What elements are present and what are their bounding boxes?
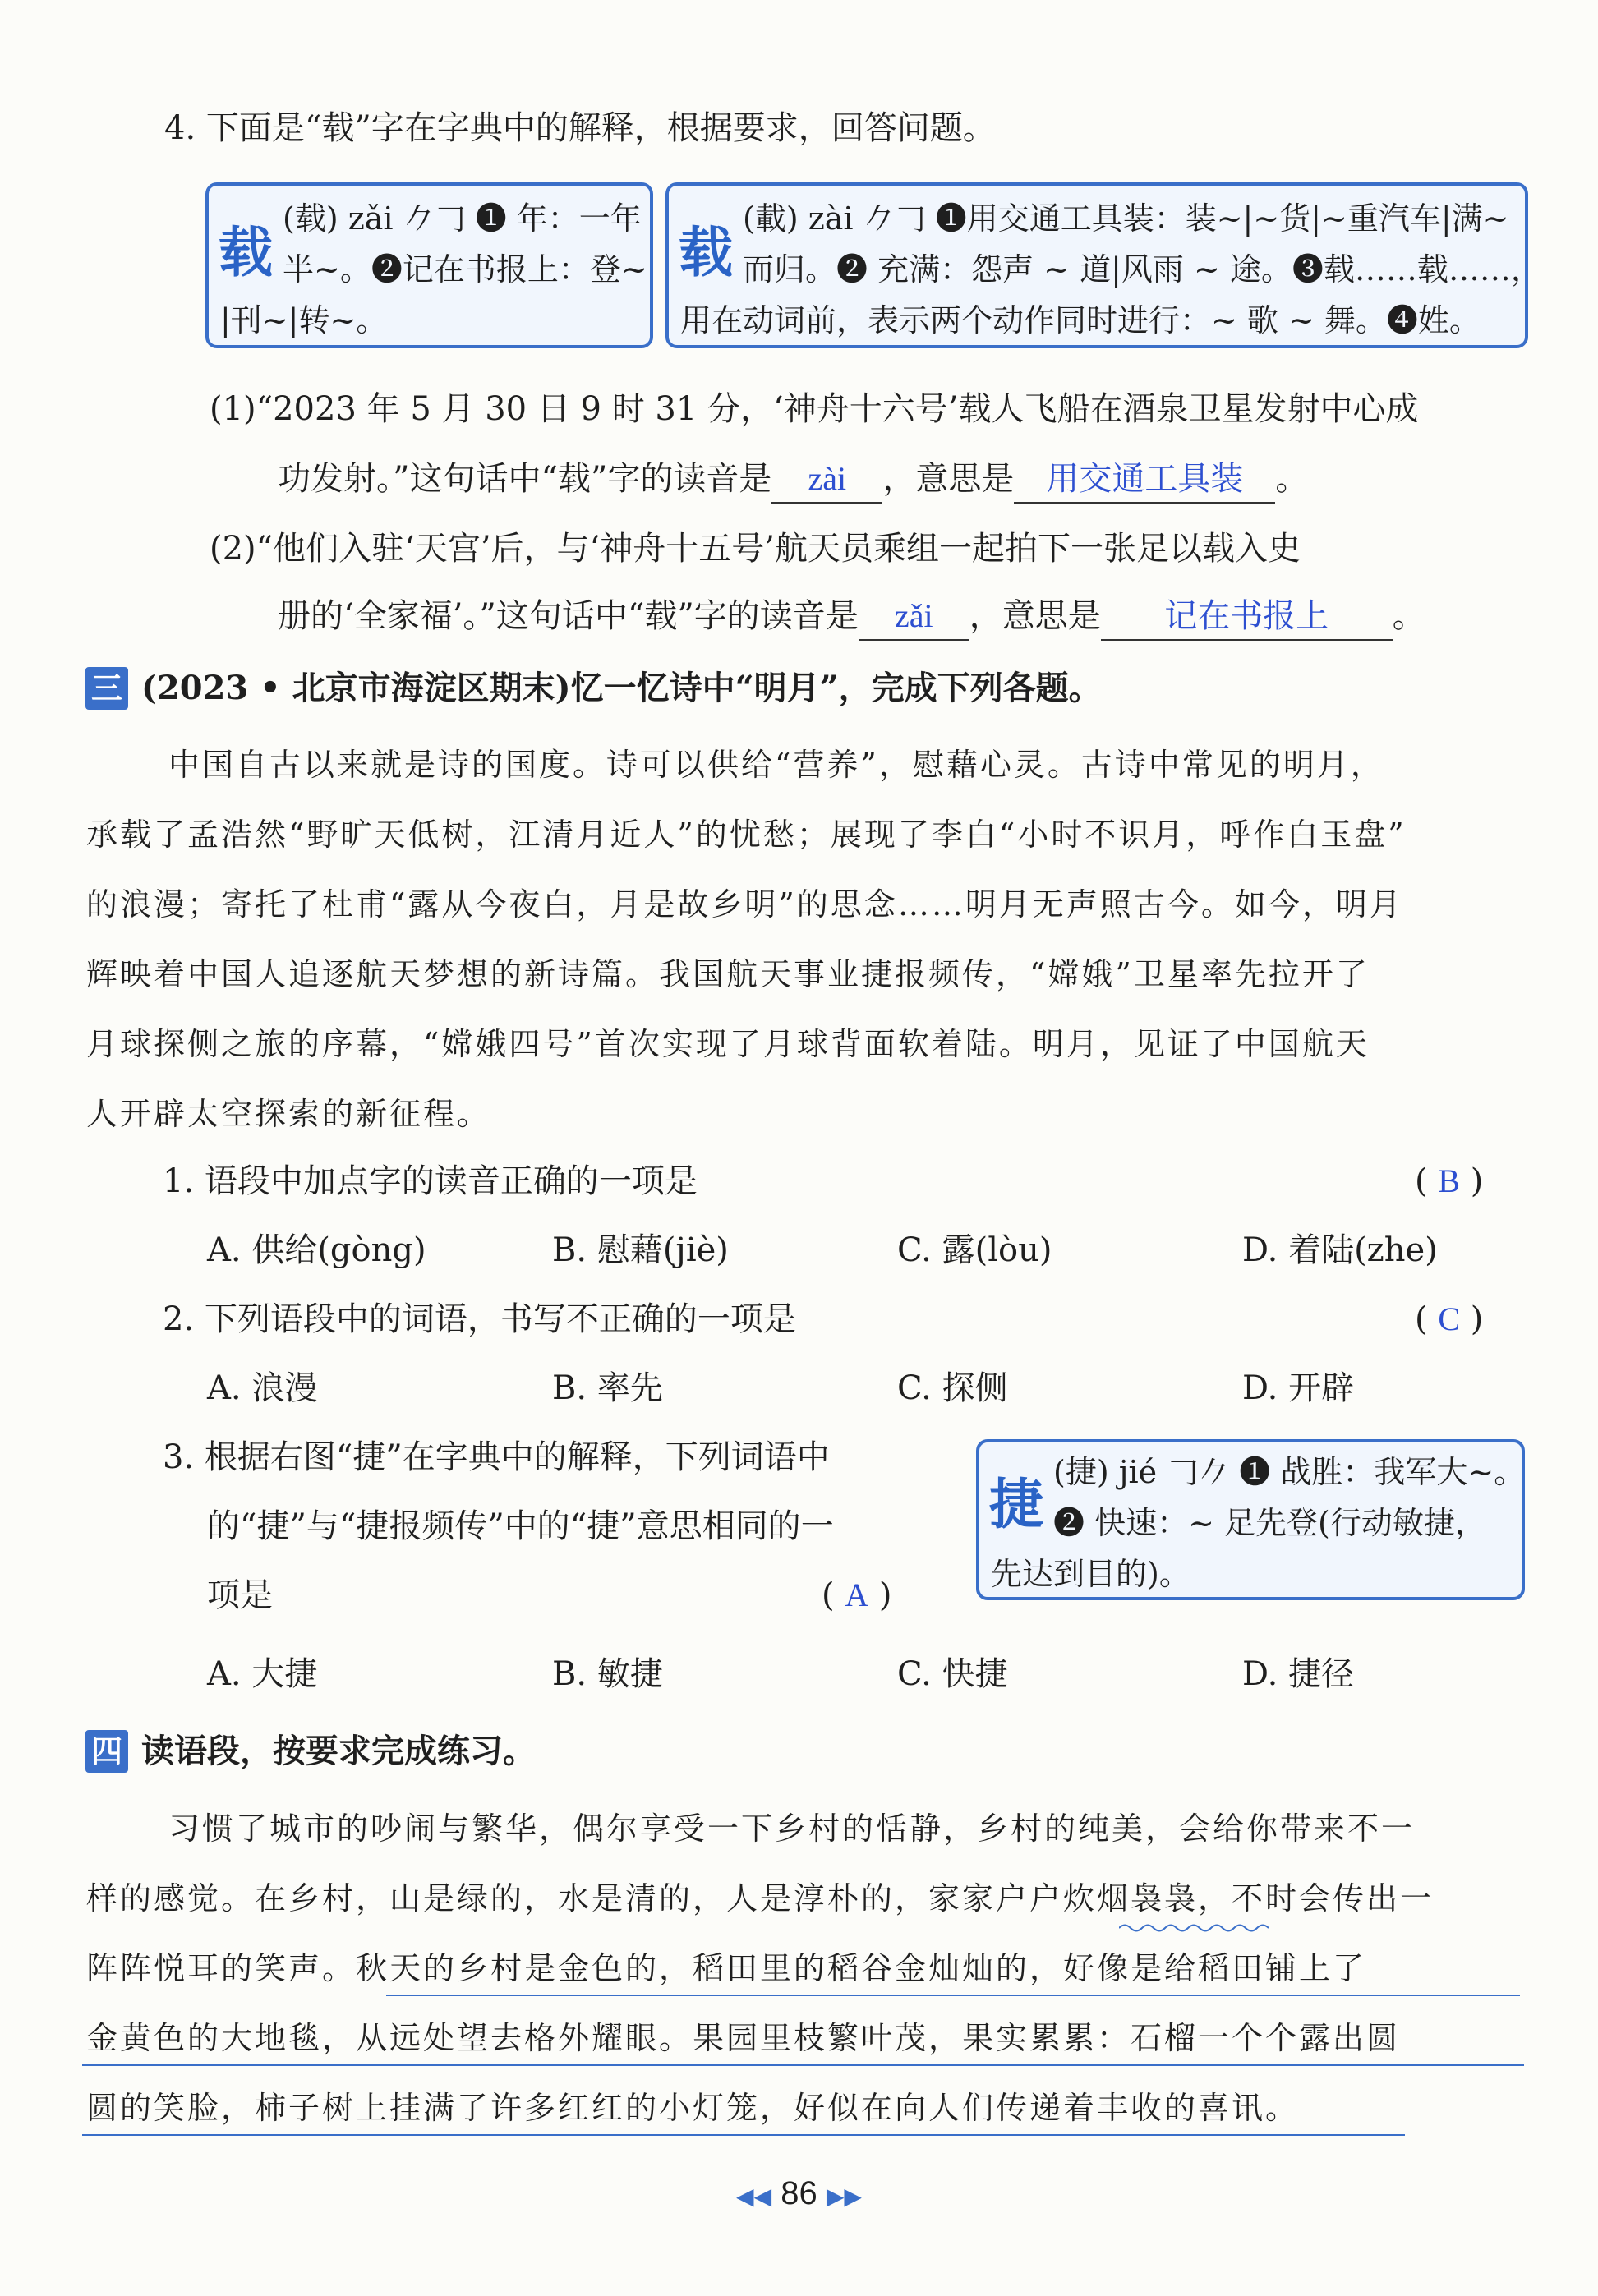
dict-line: (捷) jié 𠃌𠂊 ❶ 战胜：我军大~。	[1053, 1454, 1526, 1490]
dict-box-zai4	[665, 182, 1542, 348]
q2-option-d: D. 开辟	[1242, 1369, 1355, 1407]
answer-pinyin: zǎi	[894, 597, 933, 634]
underline	[386, 1995, 1520, 1996]
passage-line: 人开辟太空探索的新征程。	[86, 1096, 491, 1132]
q1-option-d: D. 着陆(zhe)	[1242, 1231, 1438, 1269]
dict-headword: 捷	[989, 1472, 1043, 1536]
q3-stem-line2: 的“捷”与“捷报频传”中的“捷”意思相同的一	[207, 1507, 834, 1545]
q2-answer: C	[1438, 1300, 1461, 1337]
q4-sub2-line1: (2)“他们入驻‘天宫’后，与‘神舟十五号’航天员乘组一起拍下一张足以载入史	[210, 530, 1301, 568]
wavy-underline	[1119, 1922, 1271, 1934]
page-number: 86	[781, 2175, 817, 2211]
dict-line: 而归。❷ 充满：怨声 ~ 道|风雨 ~ 途。❸载……载……，	[743, 251, 1542, 288]
passage-line: 的浪漫；寄托了杜甫“露从今夜白，月是故乡明”的思念……明月无声照古今。如今，明月	[86, 886, 1403, 923]
page-footer	[0, 2175, 1598, 2212]
q2-stem: 2. 下列语段中的词语，书写不正确的一项是	[163, 1300, 796, 1338]
q3-option-a: A. 大捷	[207, 1655, 318, 1693]
dict-line: 半~。❷记在书报上：登~	[283, 251, 647, 288]
answer-pinyin: zài	[808, 460, 847, 497]
q3-option-d: D. 捷径	[1242, 1655, 1355, 1693]
section-3-icon: 三	[85, 667, 128, 710]
q3-stem-line3: 项是	[207, 1576, 273, 1614]
section-4-icon: 四	[85, 1730, 128, 1773]
passage-line: 承载了孟浩然“野旷天低树，江清月近人”的忧愁；展现了李白“小时不识月，呼作白玉盘”	[86, 817, 1407, 853]
section-4-title: 读语段，按要求完成练习。	[141, 1732, 536, 1770]
q3-answer: A	[845, 1576, 869, 1613]
passage-line: 阵阵悦耳的笑声。秋天的乡村是金色的，稻田里的稻谷金灿灿的，好像是给稻田铺上了	[86, 1950, 1367, 1986]
answer-meaning: 记在书报上	[1164, 597, 1329, 634]
next-arrow-icon: ▶▶	[826, 2183, 862, 2209]
dict-line: 先达到目的)。	[991, 1556, 1190, 1592]
section-3-title: (2023 • 北京市海淀区期末)忆一忆诗中“明月”，完成下列各题。	[141, 669, 1102, 707]
q3-option-c: C. 快捷	[897, 1655, 1008, 1693]
q4-prompt: 4. 下面是“载”字在字典中的解释，根据要求，回答问题。	[164, 109, 996, 147]
dict-line: ❷ 快速：~ 足先登(行动敏捷，	[1053, 1505, 1486, 1541]
passage-line: 金黄色的大地毯，从远处望去格外耀眼。果园里枝繁叶茂，果实累累：石榴一个个露出圆	[86, 2020, 1401, 2056]
underline	[82, 2134, 1405, 2136]
dict-headword: 载	[219, 220, 273, 284]
underline	[82, 2064, 1524, 2066]
passage-line: 样的感觉。在乡村，山是绿的，水是清的，人是淳朴的，家家户户炊烟袅袅，不时会传出一	[86, 1880, 1435, 1916]
dict-line: 用在动词前，表示两个动作同时进行：~ 歌 ~ 舞。❹姓。	[680, 302, 1481, 338]
q4-sub1-line2: 功发射。”这句话中“载”字的读音是 zài ，意思是 用交通工具装 。	[278, 456, 1308, 504]
passage-line: 中国自古以来就是诗的国度。诗可以供给“营养”，慰藉心灵。古诗中常见的明月，	[168, 747, 1384, 783]
dict-line: (载) zǎi 𠂊𠃌 ❶ 年：一年	[283, 200, 642, 237]
q3-option-b: B. 敏捷	[552, 1655, 663, 1693]
q1-answer-paren: ( B )	[1415, 1162, 1484, 1200]
q2-answer-paren: ( C )	[1415, 1300, 1484, 1338]
dict-box-jie	[976, 1439, 1525, 1600]
q3-stem-line1: 3. 根据右图“捷”在字典中的解释，下列词语中	[163, 1438, 830, 1476]
q4-sub1-line1: (1)“2023 年 5 月 30 日 9 时 31 分，‘神舟十六号’载人飞船在酒泉卫星发射中心成	[210, 390, 1419, 428]
q2-option-b: B. 率先	[552, 1369, 663, 1407]
dict-line: |刊~|转~。	[220, 302, 388, 338]
q1-answer: B	[1438, 1162, 1461, 1199]
q3-answer-paren: ( A )	[822, 1576, 892, 1614]
dict-headword: 载	[679, 220, 733, 284]
q1-option-a: A. 供给(gòng)	[207, 1231, 426, 1269]
q1-option-b: B. 慰藉(jiè)	[552, 1231, 729, 1269]
q1-stem: 1. 语段中加点字的读音正确的一项是	[163, 1162, 698, 1200]
dict-box-zai3	[205, 182, 653, 348]
q1-option-c: C. 露(lòu)	[897, 1231, 1052, 1269]
passage-line: 习惯了城市的吵闹与繁华，偶尔享受一下乡村的恬静，乡村的纯美，会给你带来不一	[168, 1811, 1416, 1847]
answer-meaning: 用交通工具装	[1046, 460, 1244, 497]
q2-option-a: A. 浪漫	[207, 1369, 318, 1407]
q2-option-c: C. 探侧	[897, 1369, 1008, 1407]
dict-line: (載) zài 𠂊𠃌 ❶用交通工具装：装~|~货|~重汽车|满~	[743, 200, 1509, 237]
passage-line: 圆的笑脸，柿子树上挂满了许多红红的小灯笼，好似在向人们传递着丰收的喜讯。	[86, 2090, 1300, 2126]
passage-line: 月球探侧之旅的序幕，“嫦娥四号”首次实现了月球背面软着陆。明月，见证了中国航天	[86, 1026, 1370, 1062]
passage-line: 辉映着中国人追逐航天梦想的新诗篇。我国航天事业捷报频传，“嫦娥”卫星率先拉开了	[86, 956, 1370, 992]
q4-sub2-line2: 册的‘全家福’。”这句话中“载”字的读音是 zǎi ，意思是 记在书报上 。	[278, 593, 1425, 641]
prev-arrow-icon: ◀◀	[736, 2183, 772, 2209]
